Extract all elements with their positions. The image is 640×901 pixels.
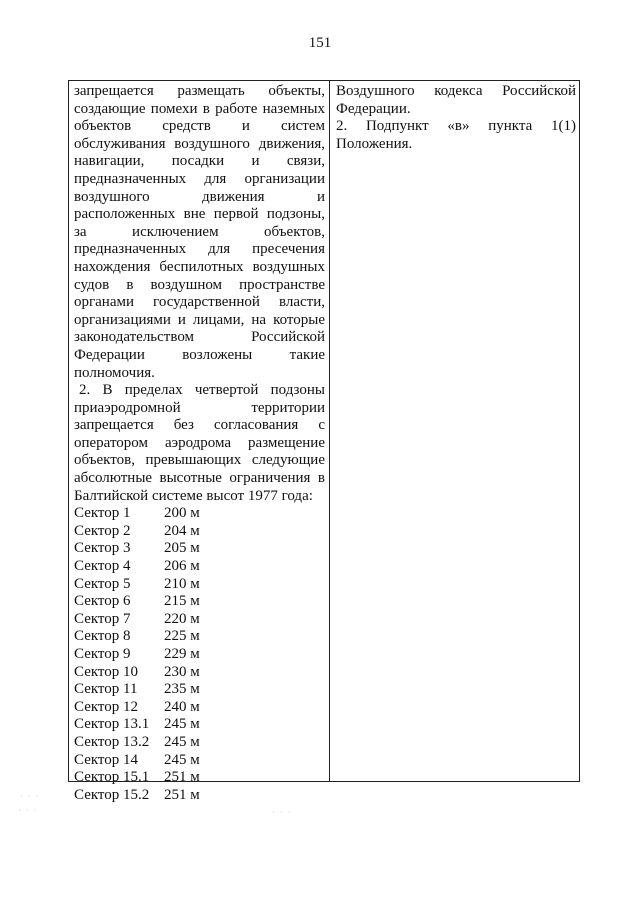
sector-name: Сектор 2 xyxy=(74,522,131,539)
sector-name: Сектор 13.2 xyxy=(74,733,150,750)
sector-row xyxy=(74,716,325,734)
sector-list xyxy=(74,505,325,804)
sector-height: 225 м xyxy=(164,628,200,645)
sector-row xyxy=(74,646,325,664)
document-table xyxy=(68,80,580,803)
sector-height: 245 м xyxy=(164,733,200,750)
sector-height: 204 м xyxy=(164,522,200,539)
sector-name: Сектор 14 xyxy=(74,751,139,768)
sector-name: Сектор 15.2 xyxy=(74,786,150,803)
sector-name: Сектор 3 xyxy=(74,540,131,557)
sector-row xyxy=(74,734,325,752)
right-paragraph-1: Воздушного кодекса Российской Федерации. xyxy=(336,83,576,117)
scan-noise: · · · xyxy=(18,806,38,816)
sector-name: Сектор 5 xyxy=(74,575,131,592)
left-paragraph-1: запрещается размещать объекты, создающие помехи в работе наземных объектов средств и систем обслуживания воздушного движения, навигации, посадки и связи, предназначенных для организации воздушного движения и расположенных вне первой подзоны, за исключением объектов, предназначенных для пресечения нахождения беспилотных воздушных судов в воздушном пространстве органами государственной власти, организациями и лицами, на которые законодательством Российской Федерации возложены такие полномочия. xyxy=(74,83,325,381)
sector-name: Сектор 12 xyxy=(74,698,139,715)
sector-height: 200 м xyxy=(164,505,200,522)
sector-name: Сектор 11 xyxy=(74,681,138,698)
sector-height: 229 м xyxy=(164,646,200,662)
right-column xyxy=(330,81,579,781)
sector-row xyxy=(74,558,325,576)
sector-height: 235 м xyxy=(164,681,200,698)
sector-row xyxy=(74,593,325,611)
sector-height: 230 м xyxy=(164,663,200,680)
sector-row xyxy=(74,664,325,682)
page-number: 151 xyxy=(308,35,332,51)
scan-noise: · · · xyxy=(20,792,40,802)
left-paragraph-2: 2. В пределах четвертой подзоны приаэродромной территории запрещается без согласования с оператором аэродрома размещение объектов, превышающих следующие абсолютные высотные ограничения в Балтийской системе высот 1977 года: xyxy=(74,382,325,504)
sector-row xyxy=(74,787,325,805)
sector-name: Сектор 13.1 xyxy=(74,716,150,733)
sector-name: Сектор 1 xyxy=(74,505,131,522)
sector-row xyxy=(74,576,325,594)
sector-row xyxy=(74,523,325,541)
sector-height: 210 м xyxy=(164,575,200,592)
sector-height: 251 м xyxy=(164,786,200,803)
sector-name: Сектор 10 xyxy=(74,663,139,680)
sector-height: 205 м xyxy=(164,540,200,557)
sector-height: 220 м xyxy=(164,610,200,627)
sector-name: Сектор 4 xyxy=(74,558,131,575)
sector-row xyxy=(74,699,325,717)
sector-height: 215 м xyxy=(164,593,200,610)
sector-height: 240 м xyxy=(164,698,200,715)
right-paragraph-2: 2. Подпункт «в» пункта 1(1) Положения. xyxy=(336,118,576,152)
sector-row xyxy=(74,769,325,787)
sector-name: Сектор 7 xyxy=(74,610,131,627)
sector-height: 206 м xyxy=(164,558,200,575)
sector-name: Сектор 6 xyxy=(74,593,131,610)
sector-name: Сектор 8 xyxy=(74,628,131,645)
sector-row xyxy=(74,611,325,629)
sector-height: 245 м xyxy=(164,751,200,768)
left-column xyxy=(69,81,330,803)
scan-noise: · · · xyxy=(272,808,292,818)
sector-height: 251 м xyxy=(164,769,200,786)
sector-row xyxy=(74,681,325,699)
sector-name: Сектор 9 xyxy=(74,646,131,662)
sector-row xyxy=(74,752,325,770)
sector-height: 245 м xyxy=(164,716,200,733)
sector-row xyxy=(74,628,325,646)
sector-name: Сектор 15.1 xyxy=(74,769,150,786)
sector-row xyxy=(74,540,325,558)
sector-row xyxy=(74,505,325,523)
